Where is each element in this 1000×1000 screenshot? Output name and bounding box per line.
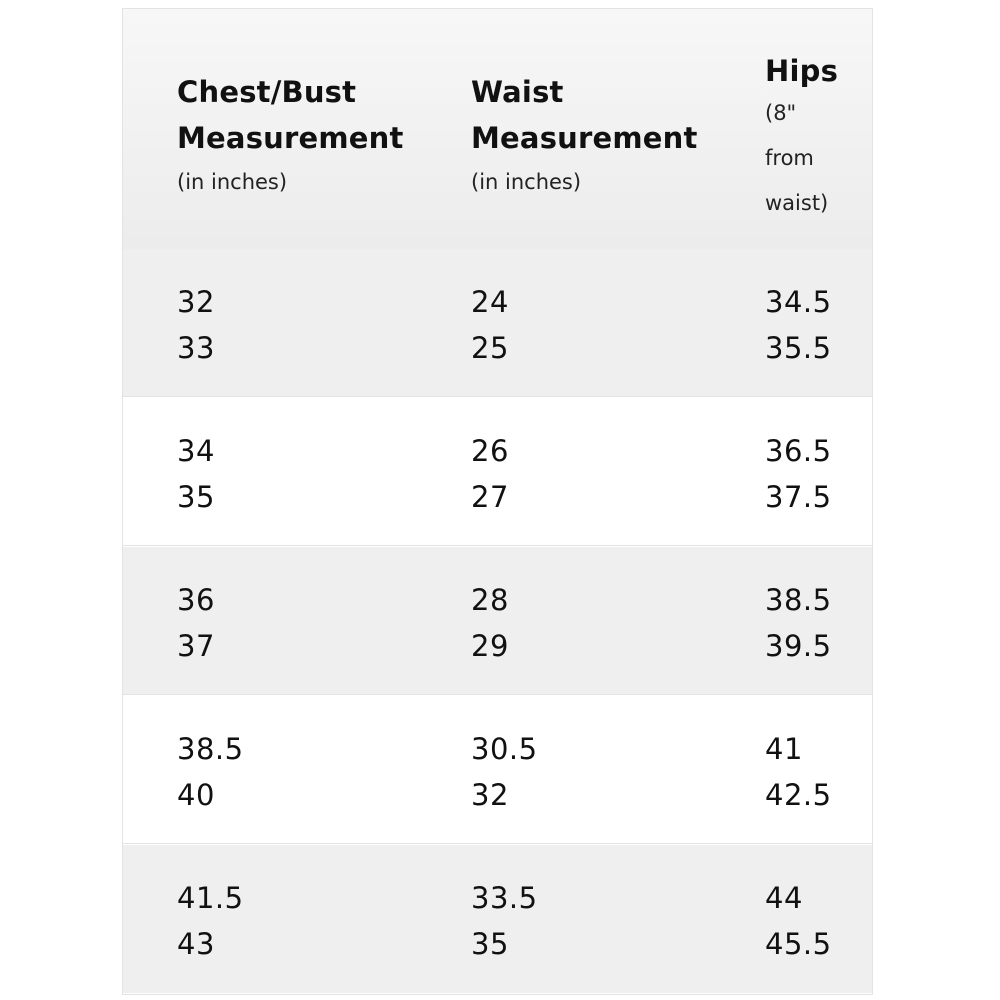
- cell-value: 39.5: [765, 629, 832, 663]
- table-header: [123, 9, 872, 250]
- cell-value: 32: [177, 285, 215, 319]
- cell-value: 36: [177, 583, 215, 617]
- cell-value: 27: [471, 480, 509, 514]
- cell-value: 36.5: [765, 434, 832, 468]
- header-title: Hips: [765, 54, 839, 88]
- cell-value: 35: [177, 480, 215, 514]
- cell-value: 29: [471, 629, 509, 663]
- header-title: Waist Measurement: [471, 75, 698, 155]
- cell-value: 33.5: [471, 881, 538, 915]
- cell-value: 44: [765, 881, 803, 915]
- cell-value: 33: [177, 331, 215, 365]
- header-hips: [765, 49, 838, 226]
- waist-cell: [471, 577, 509, 669]
- cell-value: 25: [471, 331, 509, 365]
- cell-value: 35: [471, 927, 509, 961]
- hips-cell: [765, 279, 832, 371]
- cell-value: 28: [471, 583, 509, 617]
- cell-value: 38.5: [765, 583, 832, 617]
- cell-value: 34: [177, 434, 215, 468]
- table-row: [123, 696, 872, 844]
- chest-cell: [177, 875, 244, 967]
- header-subtitle: (in inches): [177, 170, 288, 194]
- chest-cell: [177, 279, 215, 371]
- chest-cell: [177, 577, 215, 669]
- table-row: [123, 249, 872, 397]
- cell-value: 32: [471, 778, 509, 812]
- cell-value: 34.5: [765, 285, 832, 319]
- waist-cell: [471, 428, 509, 520]
- cell-value: 38.5: [177, 732, 244, 766]
- cell-value: 37: [177, 629, 215, 663]
- cell-value: 37.5: [765, 480, 832, 514]
- header-subtitle: (8" from waist): [765, 101, 829, 215]
- table-row: [123, 845, 872, 993]
- hips-cell: [765, 726, 832, 818]
- hips-cell: [765, 577, 832, 669]
- waist-cell: [471, 726, 538, 818]
- size-chart-table: [122, 8, 873, 995]
- header-title: Chest/Bust Measurement: [177, 75, 404, 155]
- header-subtitle: (in inches): [471, 170, 582, 194]
- waist-cell: [471, 875, 538, 967]
- cell-value: 24: [471, 285, 509, 319]
- header-waist: [471, 69, 698, 199]
- chest-cell: [177, 428, 215, 520]
- cell-value: 42.5: [765, 778, 832, 812]
- header-chest-bust: [177, 69, 404, 199]
- cell-value: 41: [765, 732, 803, 766]
- cell-value: 35.5: [765, 331, 832, 365]
- cell-value: 41.5: [177, 881, 244, 915]
- chest-cell: [177, 726, 244, 818]
- table-row: [123, 398, 872, 546]
- cell-value: 26: [471, 434, 509, 468]
- waist-cell: [471, 279, 509, 371]
- cell-value: 40: [177, 778, 215, 812]
- cell-value: 45.5: [765, 927, 832, 961]
- cell-value: 43: [177, 927, 215, 961]
- table-row: [123, 547, 872, 695]
- hips-cell: [765, 875, 832, 967]
- hips-cell: [765, 428, 832, 520]
- cell-value: 30.5: [471, 732, 538, 766]
